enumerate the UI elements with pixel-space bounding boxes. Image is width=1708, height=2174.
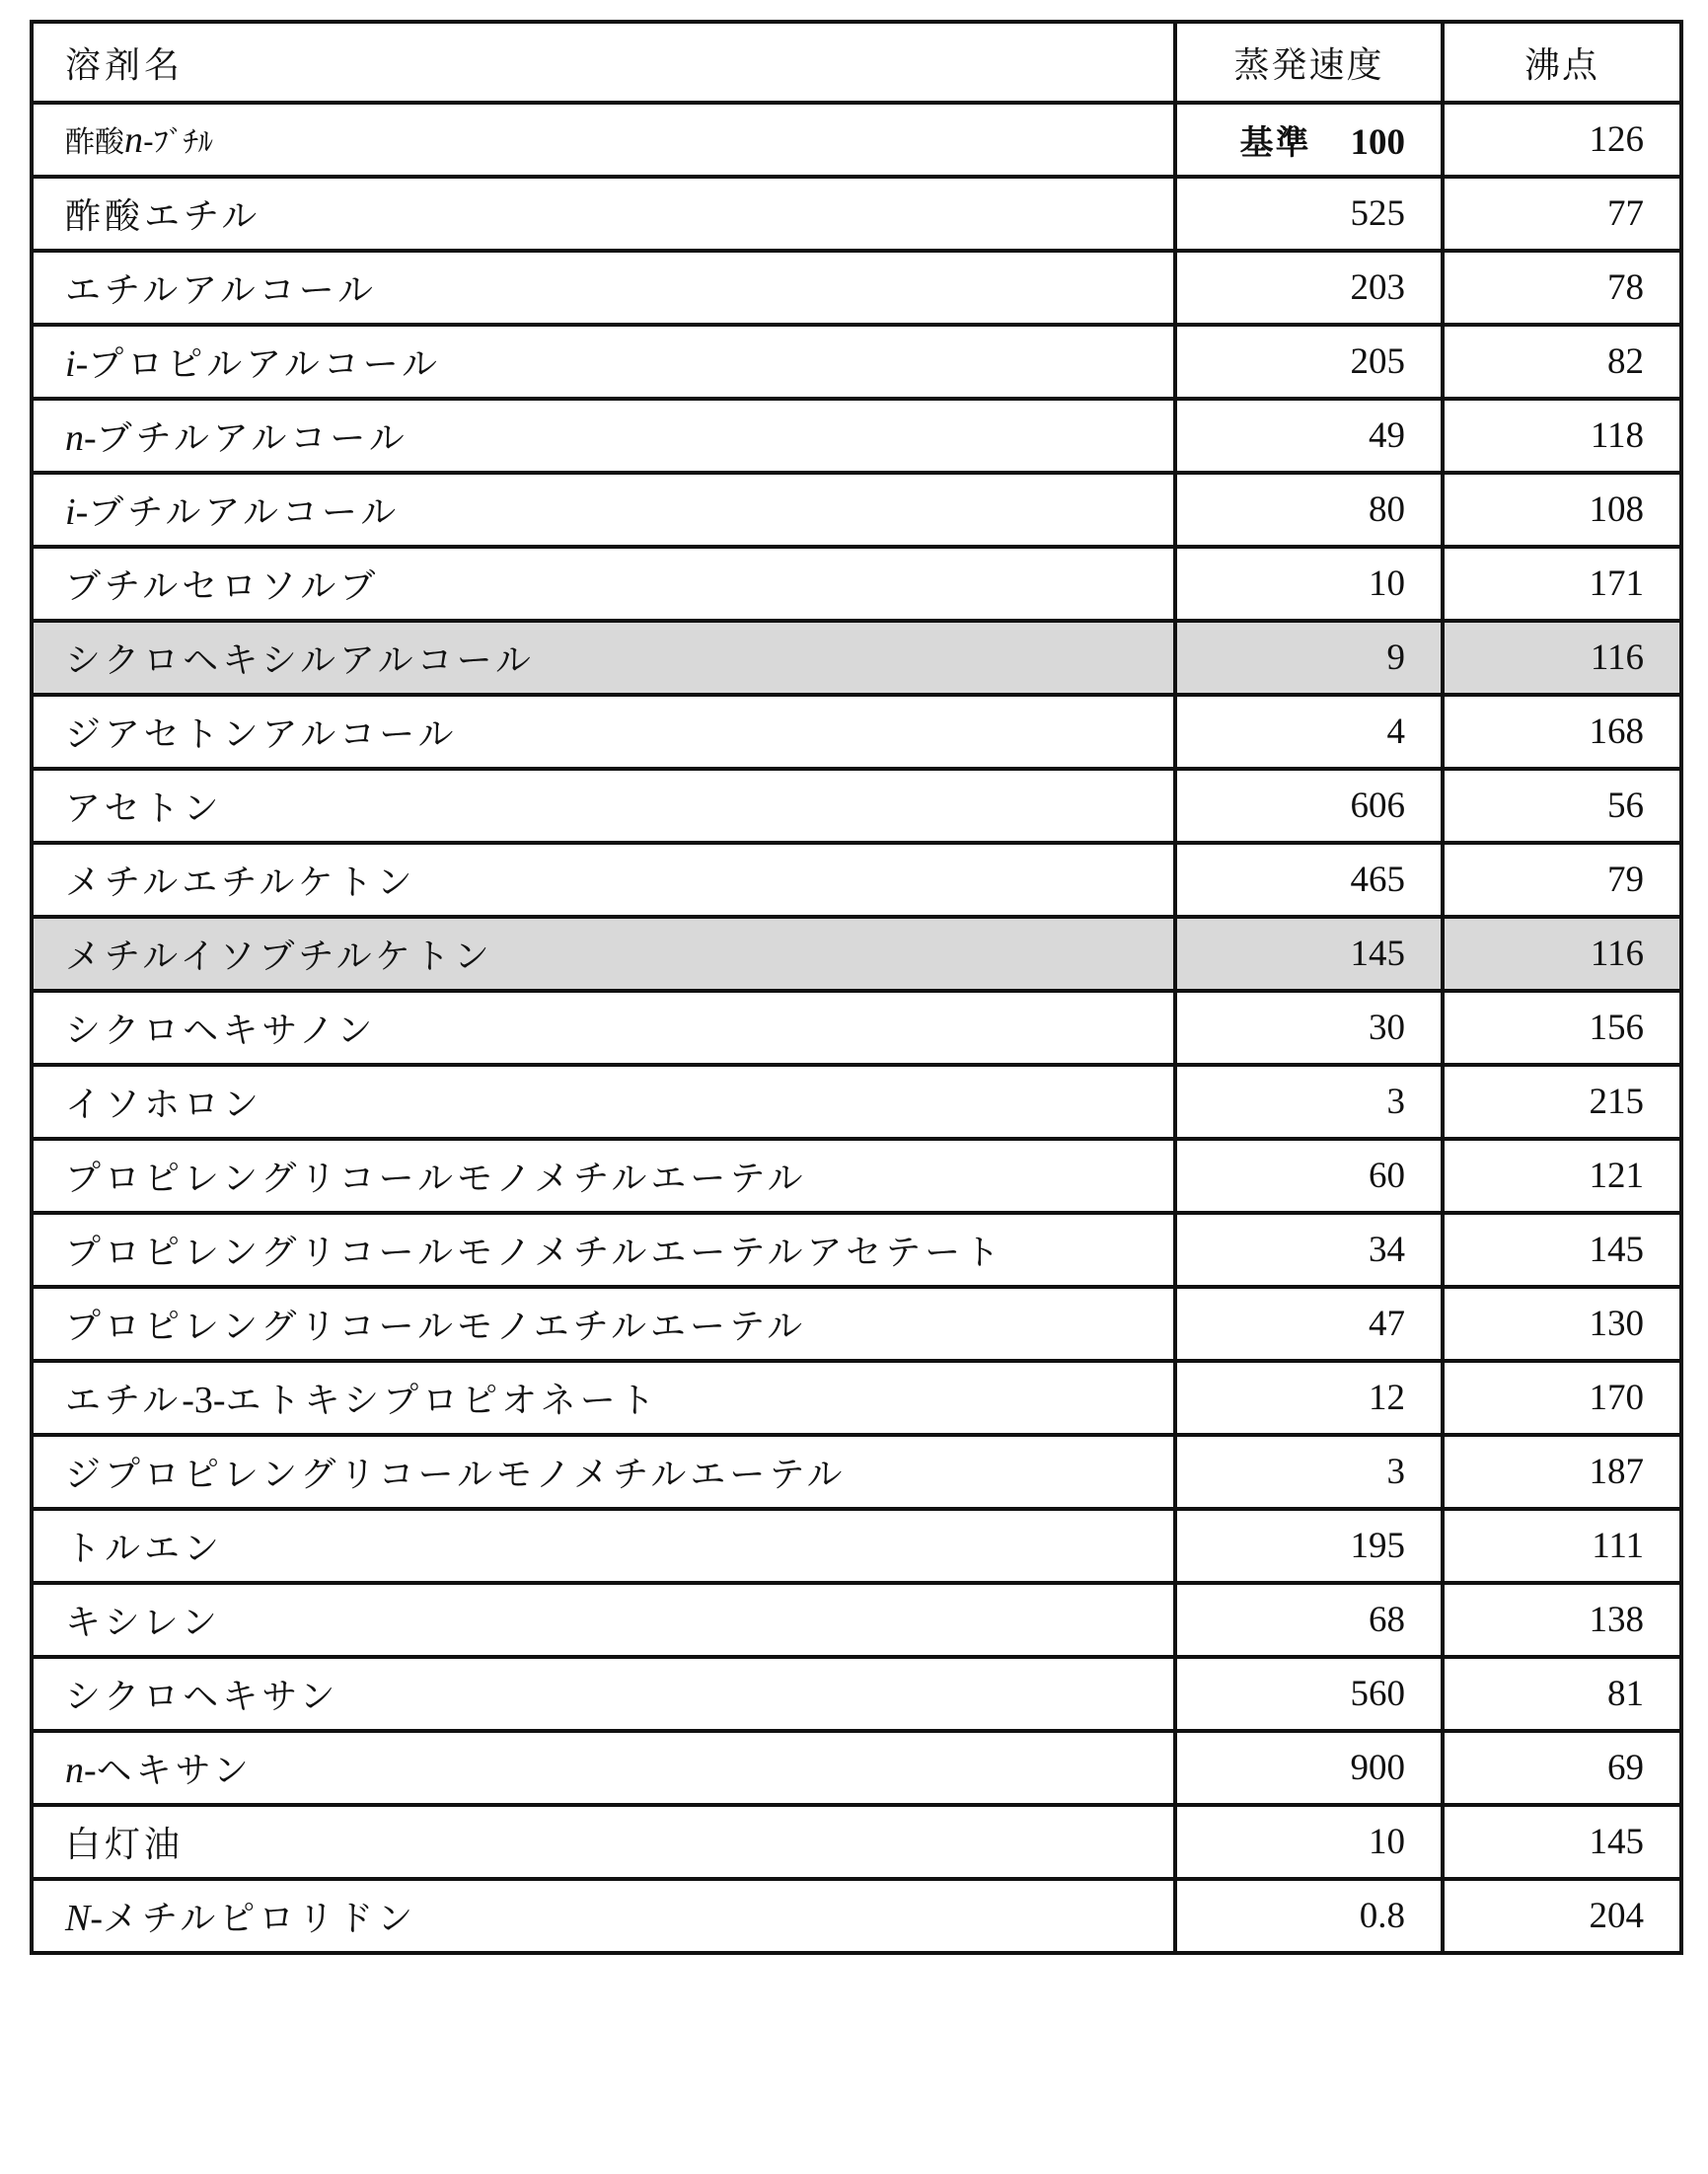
- boiling-point: 138: [1443, 1583, 1681, 1657]
- solvent-name-segment: -3-: [182, 1380, 226, 1421]
- solvent-name-segment: ブチルアルコール: [96, 418, 408, 459]
- boiling-point: 78: [1443, 251, 1681, 325]
- table-row: [32, 473, 1681, 547]
- boiling-point: 56: [1443, 769, 1681, 843]
- solvent-name: [32, 177, 1175, 251]
- boiling-point: 168: [1443, 695, 1681, 769]
- solvent-name-segment: プロピルアルコール: [88, 344, 442, 385]
- solvent-name-segment: -: [90, 1898, 104, 1939]
- boiling-point: 145: [1443, 1805, 1681, 1879]
- evaporation-rate: 68: [1175, 1583, 1443, 1657]
- boiling-point: 204: [1443, 1879, 1681, 1953]
- reference-rate-label: 基準: [1239, 123, 1311, 163]
- evaporation-rate: 30: [1175, 991, 1443, 1065]
- boiling-point: 77: [1443, 177, 1681, 251]
- boiling-point: 171: [1443, 547, 1681, 621]
- boiling-point: 130: [1443, 1287, 1681, 1361]
- solvent-name: [32, 843, 1175, 917]
- solvent-name-segment: -: [84, 417, 97, 459]
- evaporation-rate: 606: [1175, 769, 1443, 843]
- boiling-point: 156: [1443, 991, 1681, 1065]
- table-row: [32, 1731, 1681, 1805]
- solvent-name: [32, 1361, 1175, 1435]
- boiling-point: 116: [1443, 917, 1681, 991]
- table-row: [32, 177, 1681, 251]
- evaporation-rate: 560: [1175, 1657, 1443, 1731]
- evaporation-rate: 12: [1175, 1361, 1443, 1435]
- table-row: [32, 843, 1681, 917]
- solvent-name-prefix: i: [65, 491, 76, 533]
- solvent-name-segment: -: [84, 1750, 97, 1791]
- solvent-name-prefix: i: [65, 343, 76, 385]
- reference-boiling-point: 126: [1443, 103, 1681, 177]
- solvent-name: [32, 621, 1175, 695]
- table-row: [32, 769, 1681, 843]
- solvent-name-segment: ジアセトンアルコール: [65, 714, 458, 755]
- solvent-name-segment: イソホロン: [65, 1085, 263, 1125]
- solvent-name-segment: シクロヘキサン: [65, 1677, 339, 1717]
- evaporation-rate: 4: [1175, 695, 1443, 769]
- reference-name-prefix: n: [124, 119, 143, 161]
- reference-solvent-name: [32, 103, 1175, 177]
- solvent-name: [32, 547, 1175, 621]
- evaporation-rate: 465: [1175, 843, 1443, 917]
- solvent-name: [32, 325, 1175, 399]
- reference-evaporation-rate: [1175, 103, 1443, 177]
- evaporation-rate: 47: [1175, 1287, 1443, 1361]
- evaporation-rate: 10: [1175, 1805, 1443, 1879]
- reference-row: [32, 103, 1681, 177]
- table-row: [32, 1805, 1681, 1879]
- solvent-name: [32, 695, 1175, 769]
- solvent-name-segment: シクロヘキサノン: [65, 1011, 377, 1051]
- solvent-name-segment: ブチルアルコール: [88, 492, 401, 533]
- boiling-point: 116: [1443, 621, 1681, 695]
- table-row: [32, 1583, 1681, 1657]
- solvent-name-segment: アセトン: [65, 788, 223, 829]
- table-row: [32, 1657, 1681, 1731]
- solvent-name-segment: プロピレングリコールモノメチルエーテルアセテート: [65, 1233, 1004, 1273]
- boiling-point: 79: [1443, 843, 1681, 917]
- solvent-name-segment: キシレン: [65, 1603, 221, 1643]
- solvent-name: [32, 399, 1175, 473]
- boiling-point: 82: [1443, 325, 1681, 399]
- header-row: [32, 22, 1681, 103]
- solvent-name-segment: プロピレングリコールモノメチルエーテル: [65, 1159, 807, 1199]
- solvent-name: [32, 1583, 1175, 1657]
- boiling-point: 111: [1443, 1509, 1681, 1583]
- solvent-table: [30, 20, 1683, 1955]
- table-row: [32, 1435, 1681, 1509]
- boiling-point: 145: [1443, 1213, 1681, 1287]
- solvent-name-prefix: n: [65, 417, 84, 459]
- solvent-name-segment: エチル: [65, 1381, 183, 1421]
- evaporation-rate: 145: [1175, 917, 1443, 991]
- solvent-name-prefix: n: [65, 1750, 84, 1791]
- table-row: [32, 991, 1681, 1065]
- boiling-point: 215: [1443, 1065, 1681, 1139]
- table-row: [32, 1139, 1681, 1213]
- table-row: [32, 1287, 1681, 1361]
- boiling-point: 121: [1443, 1139, 1681, 1213]
- solvent-name-segment: ジプロピレングリコールモノメチルエーテル: [65, 1455, 847, 1495]
- solvent-name: [32, 473, 1175, 547]
- evaporation-rate: 900: [1175, 1731, 1443, 1805]
- table-row: [32, 695, 1681, 769]
- solvent-name-segment: エチルアルコール: [65, 270, 378, 311]
- evaporation-rate: 49: [1175, 399, 1443, 473]
- solvent-name: [32, 1879, 1175, 1953]
- boiling-point: 187: [1443, 1435, 1681, 1509]
- table-row: [32, 547, 1681, 621]
- reference-name-main: 酢酸: [65, 125, 124, 160]
- boiling-point: 170: [1443, 1361, 1681, 1435]
- solvent-name: [32, 1731, 1175, 1805]
- evaporation-rate: 80: [1175, 473, 1443, 547]
- boiling-point: 81: [1443, 1657, 1681, 1731]
- solvent-name-segment: プロピレングリコールモノエチルエーテル: [65, 1307, 807, 1347]
- evaporation-rate: 60: [1175, 1139, 1443, 1213]
- evaporation-rate: 34: [1175, 1213, 1443, 1287]
- solvent-name: [32, 1657, 1175, 1731]
- solvent-name-segment: 白灯油: [65, 1825, 185, 1865]
- solvent-name: [32, 251, 1175, 325]
- solvent-name-prefix: N: [65, 1898, 91, 1939]
- table-row: [32, 1361, 1681, 1435]
- evaporation-rate: 205: [1175, 325, 1443, 399]
- solvent-name: [32, 991, 1175, 1065]
- header-evaporation-rate: 蒸発速度: [1175, 22, 1443, 103]
- solvent-name: [32, 917, 1175, 991]
- evaporation-rate: 3: [1175, 1065, 1443, 1139]
- solvent-name: [32, 1139, 1175, 1213]
- solvent-name-segment: シクロヘキシルアルコール: [65, 640, 535, 681]
- solvent-name-segment: メチルピロリドン: [103, 1899, 417, 1939]
- table-row: [32, 399, 1681, 473]
- evaporation-rate: 0.8: [1175, 1879, 1443, 1953]
- solvent-name: [32, 1805, 1175, 1879]
- solvent-name: [32, 1435, 1175, 1509]
- solvent-name-segment: ブチルセロソルブ: [65, 566, 380, 607]
- evaporation-rate: 3: [1175, 1435, 1443, 1509]
- boiling-point: 69: [1443, 1731, 1681, 1805]
- boiling-point: 118: [1443, 399, 1681, 473]
- reference-rate-value: 100: [1350, 122, 1405, 163]
- solvent-name-segment: ヘキサン: [96, 1751, 253, 1791]
- solvent-name-segment: メチルエチルケトン: [65, 862, 416, 903]
- table-row: [32, 1509, 1681, 1583]
- solvent-name-segment: -: [75, 491, 89, 533]
- table-row: [32, 1879, 1681, 1953]
- evaporation-rate: 525: [1175, 177, 1443, 251]
- solvent-name-segment: エトキシプロピオネート: [225, 1381, 659, 1421]
- table-body: [32, 103, 1681, 1953]
- reference-name-tail: -ﾌﾞﾁﾙ: [143, 125, 213, 160]
- table-row: [32, 251, 1681, 325]
- solvent-name-segment: メチルイソブチルケトン: [65, 937, 493, 977]
- solvent-name-segment: トルエン: [65, 1529, 224, 1569]
- evaporation-rate: 203: [1175, 251, 1443, 325]
- solvent-name-segment: 酢酸エチル: [65, 196, 261, 237]
- evaporation-rate: 195: [1175, 1509, 1443, 1583]
- solvent-name-segment: -: [75, 343, 89, 385]
- table-row: [32, 325, 1681, 399]
- solvent-name: [32, 1065, 1175, 1139]
- header-boiling-point: 沸点: [1443, 22, 1681, 103]
- table-row: [32, 1065, 1681, 1139]
- evaporation-rate: 9: [1175, 621, 1443, 695]
- solvent-name: [32, 1509, 1175, 1583]
- evaporation-rate: 10: [1175, 547, 1443, 621]
- boiling-point: 108: [1443, 473, 1681, 547]
- solvent-name: [32, 1213, 1175, 1287]
- solvent-name: [32, 1287, 1175, 1361]
- header-solvent-name: 溶剤名: [32, 22, 1175, 103]
- table-row: [32, 917, 1681, 991]
- solvent-name: [32, 769, 1175, 843]
- table-row: [32, 621, 1681, 695]
- table-row: [32, 1213, 1681, 1287]
